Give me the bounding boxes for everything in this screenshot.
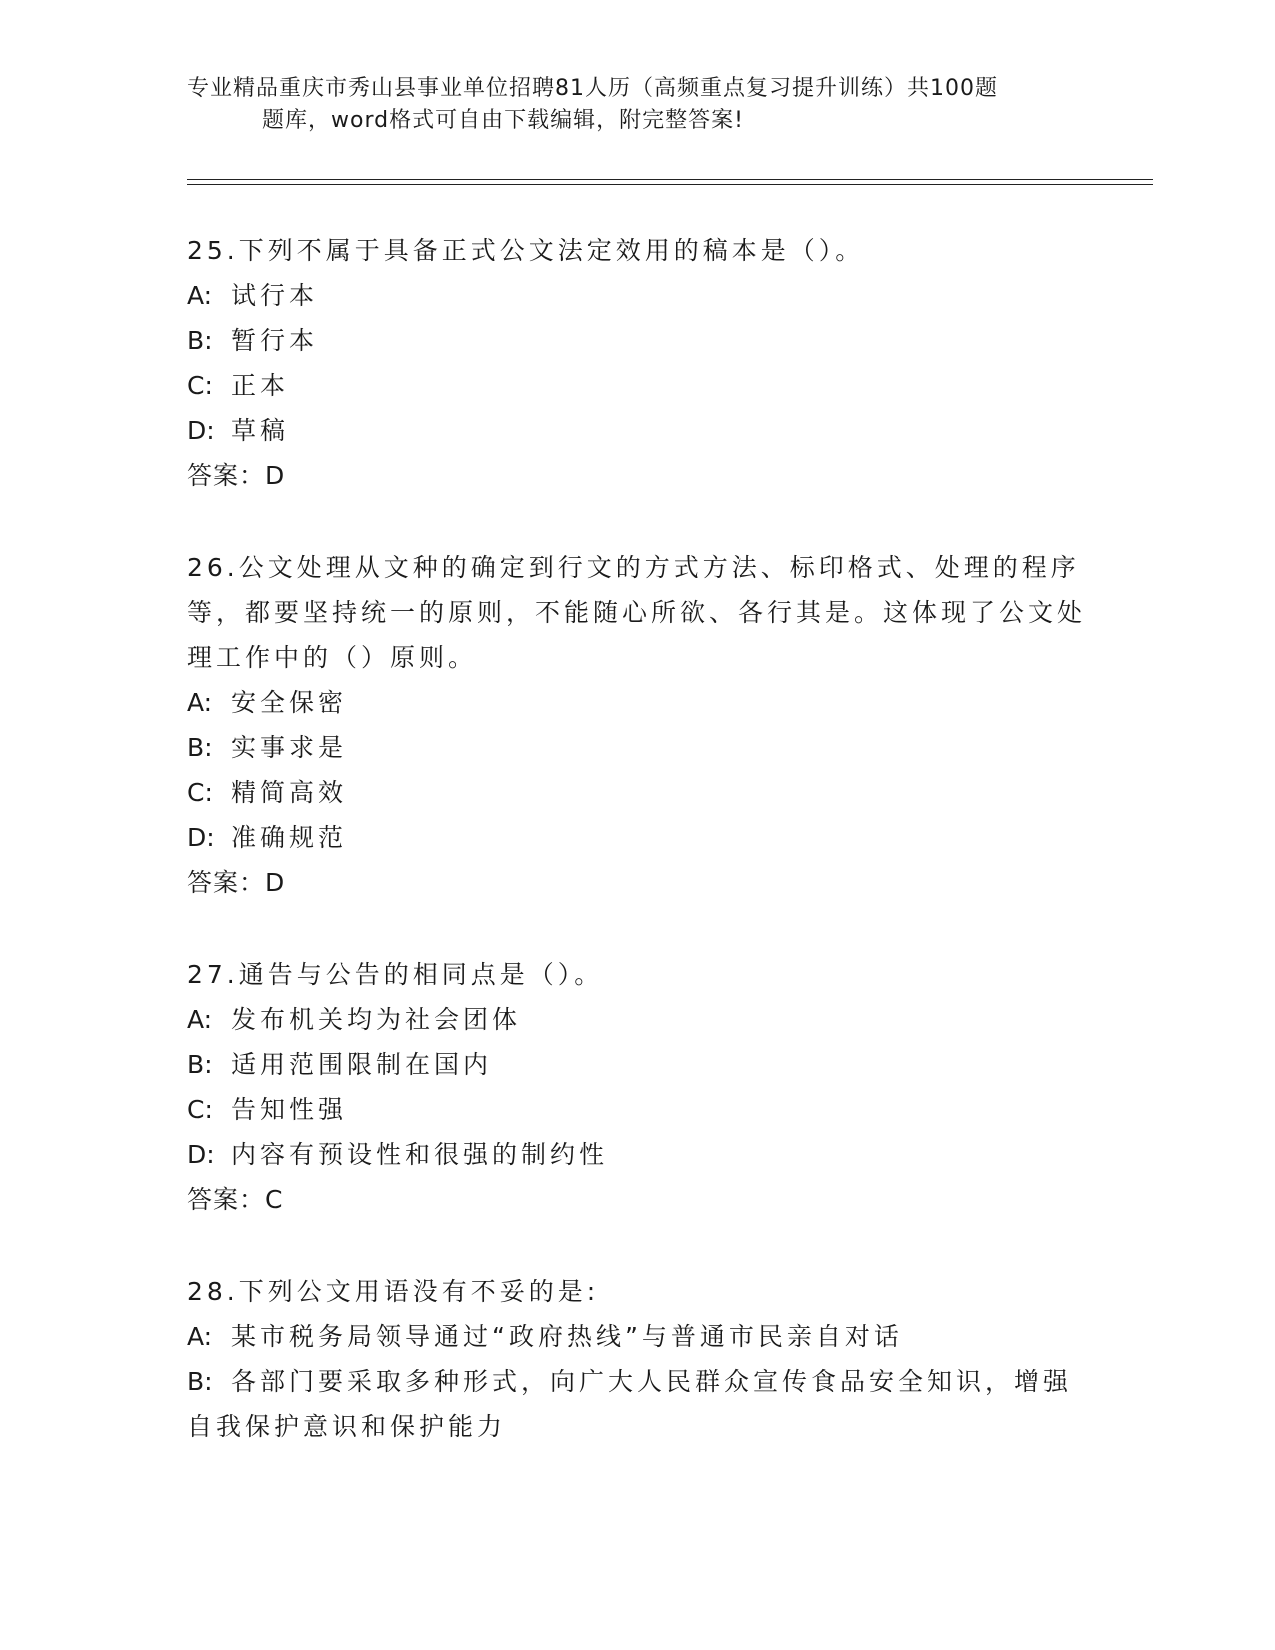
option-text: 发布机关均为社会团体 xyxy=(231,1005,522,1034)
question-27 xyxy=(187,952,1087,1222)
option-letter: B: xyxy=(187,733,213,762)
header-divider-top xyxy=(187,179,1153,180)
option-letter: A: xyxy=(187,281,213,310)
answer: 答案：D xyxy=(187,461,286,490)
option-c xyxy=(187,1087,1087,1132)
option-b xyxy=(187,318,1087,363)
option-text: 正本 xyxy=(231,371,290,400)
option-letter: B: xyxy=(187,1367,213,1396)
option-letter: C: xyxy=(187,371,213,400)
header-line-1: 专业精品重庆市秀山县事业单位招聘81人历（高频重点复习提升训练）共100题 xyxy=(187,76,998,101)
option-text: 实事求是 xyxy=(231,733,348,762)
option-letter: D: xyxy=(187,416,215,445)
option-a xyxy=(187,997,1087,1042)
option-text: 各部门要采取多种形式，向广大人民群众宣传食品安全知识，增强自我保护意识和保护能力 xyxy=(187,1367,1073,1441)
option-text: 试行本 xyxy=(231,281,319,310)
question-text: 26.公文处理从文种的确定到行文的方式方法、标印格式、处理的程序等，都要坚持统一的原则，不能随心所欲、各行其是。这体现了公文处理工作中的（）原则。 xyxy=(187,553,1087,672)
option-c xyxy=(187,770,1087,815)
page-header xyxy=(187,73,1087,137)
option-b xyxy=(187,725,1087,770)
option-letter: D: xyxy=(187,1140,215,1169)
option-text: 准确规范 xyxy=(231,823,348,852)
option-text: 适用范围限制在国内 xyxy=(231,1050,493,1079)
option-b xyxy=(187,1042,1087,1087)
option-d xyxy=(187,408,1087,453)
option-d xyxy=(187,1132,1087,1177)
option-text: 安全保密 xyxy=(231,688,348,717)
option-text: 某市税务局领导通过“政府热线”与普通市民亲自对话 xyxy=(231,1322,903,1351)
option-text: 暂行本 xyxy=(231,326,319,355)
option-text: 内容有预设性和很强的制约性 xyxy=(231,1140,609,1169)
question-28 xyxy=(187,1269,1087,1449)
option-a xyxy=(187,680,1087,725)
option-d xyxy=(187,815,1087,860)
header-divider-bottom xyxy=(187,184,1153,185)
option-letter: A: xyxy=(187,1322,213,1351)
option-letter: C: xyxy=(187,1095,213,1124)
option-letter: B: xyxy=(187,1050,213,1079)
option-a xyxy=(187,273,1087,318)
question-26 xyxy=(187,545,1087,905)
answer: 答案：C xyxy=(187,1185,284,1214)
question-text: 28.下列公文用语没有不妥的是: xyxy=(187,1277,600,1306)
question-25 xyxy=(187,228,1087,498)
option-letter: A: xyxy=(187,688,213,717)
option-letter: C: xyxy=(187,778,213,807)
header-line-2: 题库，word格式可自由下载编辑，附完整答案! xyxy=(262,108,744,133)
option-text: 精简高效 xyxy=(231,778,348,807)
option-text: 草稿 xyxy=(231,416,290,445)
option-c xyxy=(187,363,1087,408)
option-letter: B: xyxy=(187,326,213,355)
question-list xyxy=(187,228,1087,1496)
option-b xyxy=(187,1359,1087,1449)
answer: 答案：D xyxy=(187,868,286,897)
option-letter: A: xyxy=(187,1005,213,1034)
option-text: 告知性强 xyxy=(231,1095,348,1124)
option-letter: D: xyxy=(187,823,215,852)
question-text: 25.下列不属于具备正式公文法定效用的稿本是（）。 xyxy=(187,236,865,265)
option-a xyxy=(187,1314,1087,1359)
question-text: 27.通告与公告的相同点是（）。 xyxy=(187,960,604,989)
